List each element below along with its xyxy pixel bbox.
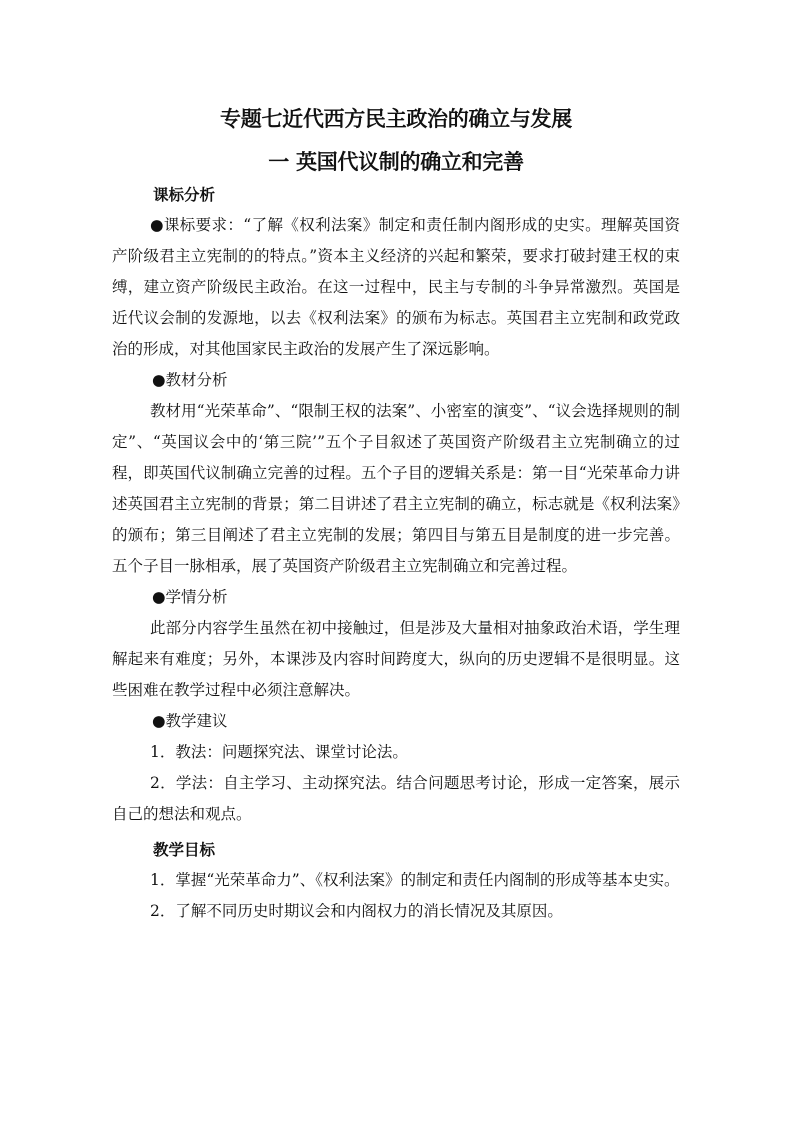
student-analysis-paragraph: 此部分内容学生虽然在初中接触过，但是涉及大量相对抽象政治术语，学生理解起来有难度；另外，本课涉及内容时间跨度大，纵向的历史逻辑不是很明显。这些困难在教学过程中必须注意解决。 xyxy=(112,619,680,699)
curriculum-requirements-paragraph: ●课标要求：“了解《权利法案》制定和责任制内阁形成的史实。理解英国资产阶级君主立宪制的的特点。”资本主义经济的兴起和繁荣，要求打破封建王权的束缚，建立资产阶级民主政治。在这一过程中，民主与专制的斗争异常激烈。英国是近代议会制的发源地，以去《权利法案》的颁布为标志。英国君主立宪制和政党政治的形成，对其他国家民主政治的发展产生了深远影响。 xyxy=(112,216,680,358)
document-title: 专题七近代西方民主政治的确立与发展 xyxy=(220,106,572,131)
document-subtitle: 一 英国代议制的确立和完善 xyxy=(268,149,524,174)
student-analysis-heading: ●学情分析 xyxy=(152,588,228,606)
teaching-objective-item: 1．掌握“光荣革命力”、《权利法案》的制定和责任内阁制的形成等基本史实。 xyxy=(150,871,680,889)
teaching-suggestion-item: 1．教法：问题探究法、课堂讨论法。 xyxy=(150,743,408,761)
textbook-analysis-heading: ●教材分析 xyxy=(152,371,228,389)
textbook-analysis-paragraph: 教材用“光荣革命”、“限制王权的法案”、小密室的演变”、“议会选择规则的制定”、“英国议会中的‘第三院’”五个子目叙述了英国资产阶级君主立宪制确立的过程，即英国代议制确立完善的过程。五个子目的逻辑关系是：第一目“光荣革命力讲述英国君主立宪制的背景；第二目讲述了君主立宪制的确立，标志就是《权利法案》的颁布；第三目阐述了君主立宪制的发展；第四目与第五目是制度的进一步完善。五个子目一脉相承，展了英国资产阶级君主立宪制确立和完善过程。 xyxy=(112,402,680,575)
document-page xyxy=(112,96,680,927)
teaching-objective-item: 2．了解不同历史时期议会和内阁权力的消长情况及其原因。 xyxy=(150,902,563,920)
section-heading-teaching-objectives: 教学目标 xyxy=(153,840,216,859)
teaching-suggestion-item: 2．学法：自主学习、主动探究法。结合问题思考讨论，形成一定答案，展示自己的想法和观点。 xyxy=(112,774,680,823)
section-heading-curriculum-analysis: 课标分析 xyxy=(153,185,216,204)
teaching-suggestions-heading: ●教学建议 xyxy=(152,712,228,730)
